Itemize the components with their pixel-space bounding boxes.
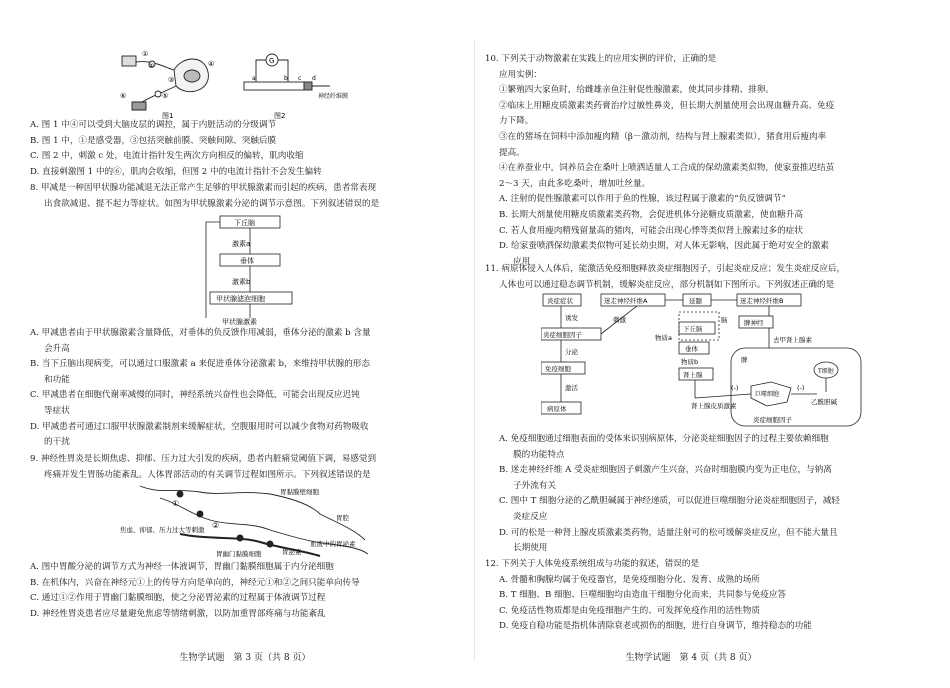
fig1-label-5: ⑤ (162, 92, 169, 100)
fig1-label-6: ⑥ (120, 92, 127, 100)
q11-stimulate: 刺激 (613, 316, 626, 324)
q10-example-2-cont: 力下降。 (499, 116, 534, 127)
q11-brainstem: 延髓 (689, 297, 702, 305)
q12-option-d[interactable]: D. 免疫自稳功能是指机体清除衰老或损伤的细胞，进行自身调节，维持稳态的功能 (499, 621, 812, 632)
fig1-label-1: ① (142, 50, 149, 58)
q8-option-a[interactable]: A. 甲减患者由于甲状腺激素含量降低，对垂体的负反馈作用减弱，垂体分泌的激素 b 含量 (30, 328, 371, 338)
q11-cytokine: 炎症细胞因子 (543, 331, 582, 339)
q7-option-d[interactable]: D. 直接刺激图 1 中的⑥，肌肉会收缩，但图 2 中的电流计指针不会发生偏转 (30, 166, 322, 177)
q10-option-b[interactable]: B. 长期大剂量使用糖皮质激素类药物，会促进机体分泌糖皮质激素，使血糖升高 (499, 209, 803, 220)
q11-diagram (541, 292, 891, 428)
q10-example-3-cont: 提高。 (499, 147, 525, 158)
q11-efferent-vagus: 迷走神经纤维B (740, 297, 784, 305)
q10-example-3: ③在的猪场在饲料中添加瘦肉精（β－激动剂，结构与肾上腺素类似），猪食用后瘦肉率 (499, 131, 827, 142)
q11-adrenal: 肾上腺 (683, 371, 703, 379)
q11-options (485, 432, 925, 557)
q8-stem-line-1: 8. 甲减是一种因甲状腺功能减退无法正常产生足够的甲状腺激素而引起的疾病，患者常表现 (30, 183, 377, 193)
q9-stimulus: 焦虑、抑郁、压力过大等刺激 (120, 526, 205, 534)
page-3-footer: 生物学试题 第 3 页（共 8 页） (179, 653, 311, 663)
q8-stem (30, 181, 460, 212)
q8-option-b-cont: 和功能 (44, 374, 70, 385)
q11-immune-cell: 免疫细胞 (545, 365, 571, 373)
q11-option-d[interactable]: D. 可的松是一种肾上腺皮质激素类药物，适量注射可的松可缓解炎症反应，但不能大量且 (499, 527, 838, 538)
q11-symptom: 炎症症状 (547, 297, 573, 305)
q7-option-a[interactable]: A. 图 1 中④可以受到大脑皮层的调控，属于内脏活动的分级调节 (30, 120, 277, 130)
fig1-label-2: ② (148, 62, 155, 70)
fig2-label-b: b (284, 75, 288, 82)
q9-node-2: ② (212, 521, 220, 530)
q12-stem: 12. 下列关于人体免疫系统组成与功能的叙述，错误的是 (485, 559, 700, 569)
fig2-caption: 图2 (274, 112, 286, 120)
q9-stem (30, 452, 460, 483)
page-4-footer: 生物学试题 第 4 页（共 8 页） (625, 653, 757, 663)
q11-stem-line-2: 人体也可以通过稳态调节机制，缓解炎症反应，部分机制如下图所示。下列叙述正确的是 (499, 279, 835, 290)
q9-option-a[interactable]: A. 图中胃酸分泌的调节方式为神经一体液调节，胃幽门黏膜细胞属于内分泌细胞 (30, 562, 334, 572)
fig2-label-d: d (312, 75, 316, 82)
q7-option-c[interactable]: C. 图 2 中，刺激 c 处，电流计指针发生两次方向相反的偏转，肌肉收缩 (30, 151, 304, 162)
q11-stem-line-1: 11. 病原体侵入人体后，能激活免疫细胞释放炎症细胞因子，引起炎症反应；发生炎症反应后， (485, 264, 846, 274)
q9-stomach: 胃腔 (336, 514, 349, 522)
q8-box-hypothalamus: 下丘脑 (234, 219, 255, 227)
q11-option-a-cont: 膜的功能特点 (513, 449, 565, 460)
q10-example-4-cont: 2～3 天，由此多吃桑叶，增加吐丝量。 (499, 178, 651, 189)
q11-hypothalamus: 下丘脑 (683, 325, 703, 333)
fig2-meter-label: G (269, 57, 275, 65)
q11-cortisol: 肾上腺皮质激素 (691, 402, 737, 410)
q8-thyroid-hormone: 甲状腺激素 (222, 318, 257, 326)
q11-substance-b: 物质b (681, 358, 699, 366)
fig2-label-c: c (298, 75, 302, 82)
q11-substance-a: 物质a (655, 334, 672, 342)
q8-options (30, 326, 460, 451)
q11-minus-1: (-) (731, 384, 739, 392)
q12-option-c[interactable]: C. 免疫活性物质都是由免疫细胞产生的、可发挥免疫作用的活性物质 (499, 605, 760, 616)
q10-option-d[interactable]: D. 给家蚕喷洒保幼激素类似物可延长幼虫期，对人体无影响，因此属于绝对安全的激素 (499, 241, 830, 252)
q11-t-cell: T细胞 (818, 368, 834, 375)
q10-option-d-cont: 应用 (513, 256, 531, 267)
q7-options (30, 118, 460, 180)
q11-stem (485, 262, 925, 293)
q8-hormone-b: 激素b (232, 278, 251, 286)
q11-induce: 诱发 (565, 314, 578, 322)
q10-option-a[interactable]: A. 注射的促性腺激素可以作用于鱼的性腺，该过程属于激素的“负反馈调节” (499, 194, 786, 205)
q9-option-d[interactable]: D. 神经性胃炎患者应尽量避免焦虑等情绪刺激，以防加重胃部疼痛与功能紊乱 (30, 608, 326, 619)
q11-acetylcholine: 乙酰胆碱 (811, 398, 837, 406)
q11-option-c[interactable]: C. 图中 T 细胞分泌的乙酰胆碱属于神经递质，可以促进巨噬细胞分泌炎症细胞因子，减轻 (499, 496, 840, 507)
fig1-label-3: ③ (168, 76, 175, 84)
q10-stem-line-1: 10. 下列关于动物激素在实践上的应用实例的评价，正确的是 (485, 54, 717, 64)
q9-stem-line-2: 疼痛并发生胃肠功能紊乱。人体胃部活动的有关调节过程如图所示。下列叙述错误的是 (44, 469, 371, 480)
q9-options (30, 560, 460, 622)
q9-option-c[interactable]: C. 通过①②作用于胃幽门黏膜细胞，使之分泌胃泌素的过程属于体液调节过程 (30, 593, 326, 604)
q10-example-4: ④在养蚕业中，饲养员会在桑叶上喷洒适量人工合成的保幼激素类似物，使家蚕推迟结茧 (499, 163, 835, 174)
q10-option-c[interactable]: C. 若人食用瘦肉精残留量高的猪肉，可能会出现心悸等类似肾上腺素过多的症状 (499, 225, 803, 236)
q11-secrete: 分泌 (565, 348, 578, 356)
q9-blood: 血液中的胃泌素 (310, 540, 356, 548)
q7-figures (112, 46, 372, 120)
q8-option-a-cont: 会升高 (44, 343, 70, 354)
q9-option-b[interactable]: B. 在机体内，兴奋在神经元①上的传导方向是单向的，神经元①和②之间只能单向传导 (30, 577, 360, 588)
fig1-label-4: ④ (208, 60, 215, 68)
q11-minus-2: (-) (797, 384, 805, 392)
q11-spleen: 脾 (741, 356, 748, 364)
q11-option-c-cont: 炎症反应 (513, 511, 548, 522)
q8-box-pituitary: 垂体 (240, 257, 254, 265)
q11-cytokine-2: 炎症细胞因子 (753, 416, 792, 424)
q9-node-1: ① (172, 499, 180, 508)
q9-diagram (120, 484, 370, 560)
q8-box-thyroid-cell: 甲状腺滤泡细胞 (216, 295, 265, 303)
fig1-caption: 图1 (162, 112, 174, 120)
fig1-reflex-arc (122, 56, 208, 110)
q11-afferent-vagus: 迷走神经纤维A (604, 297, 648, 305)
q10-block (485, 52, 925, 270)
fig2-muscle-label: 神经纤维膜 (318, 93, 349, 100)
q11-pathogen: 病原体 (547, 405, 567, 413)
q12-option-b[interactable]: B. T 细胞、B 细胞、巨噬细胞均由造血干细胞分化而来，共同参与免疫应答 (499, 590, 787, 601)
q9-gastric-cell: 胃黏膜壁细胞 (280, 488, 319, 496)
q7-option-b[interactable]: B. 图 1 中，①是感受器，③包括突触前膜、突触间隙、突触后膜 (30, 135, 277, 146)
q8-hormone-a: 激素a (232, 240, 251, 248)
q11-pituitary: 垂体 (685, 345, 698, 353)
q10-example-1: ①繁殖四大家鱼时，给雌雄亲鱼注射促性腺激素，使其同步排精、排卵。 (499, 85, 775, 96)
q10-stem-line-2: 应用实例： (499, 69, 542, 80)
q8-option-b[interactable]: B. 当下丘脑出现病变，可以通过口服激素 a 来促进垂体分泌激素 b，来维持甲状腺的形态 (30, 359, 370, 370)
q8-option-c[interactable]: C. 甲减患者在细胞代谢率减慢的同时，神经系统兴奋性也会降低，可能会出现反应迟钝 (30, 390, 360, 401)
q11-option-b[interactable]: B. 迷走神经纤维 A 受炎症细胞因子刺激产生兴奋，兴奋时细胞膜内变为正电位，与钠离 (499, 465, 832, 476)
q8-stem-line-2: 出食欲减退、提不起力等症状。如图为甲状腺激素分泌的调节示意图。下列叙述错误的是 (44, 198, 380, 209)
q12-option-a[interactable]: A. 骨髓和胸腺均属于免疫器官，是免疫细胞分化、发育、成熟的场所 (499, 574, 760, 585)
q9-gastrin: 胃泌素 (282, 548, 302, 556)
q8-diagram (200, 214, 310, 326)
fig2-galvanometer (244, 54, 330, 90)
q11-option-a[interactable]: A. 免疫细胞通过细胞表面的受体来识别病原体，分泌炎症细胞因子的过程主要依赖细胞 (499, 434, 829, 444)
q10-example-2: ②临床上用糖皮质激素类药膏治疗过敏性鼻炎，但长期大剂量使用会出现血糖升高、免疫 (499, 100, 835, 111)
q11-brain: 脑 (721, 316, 728, 324)
q11-norepinephrine: 去甲肾上腺素 (773, 336, 812, 344)
q8-option-d-cont: 的干扰 (44, 437, 70, 448)
q8-option-c-cont: 等症状 (44, 405, 70, 416)
q8-option-d[interactable]: D. 甲减患者可通过口服甲状腺激素制剂来缓解症状，空腹服用时可以减少食物对药物吸收 (30, 421, 369, 432)
q11-macrophage: 巨噬细胞 (755, 391, 780, 398)
q9-antrum-cell: 胃幽门黏膜细胞 (216, 550, 262, 558)
q12-block (485, 557, 925, 635)
q11-option-d-cont: 长期使用 (513, 543, 548, 554)
q11-activate: 激活 (565, 384, 578, 392)
q11-option-b-cont: 子外流有关 (513, 480, 556, 491)
q9-stem-line-1: 9. 神经性胃炎是长期焦虑、抑郁、压力过大引发的疾病，患者内脏痛觉阈值下调，易感觉到 (30, 454, 377, 464)
fig2-label-a: a (252, 75, 256, 82)
q11-spleen-nerve: 脾神经 (744, 319, 764, 327)
page-4 (475, 0, 950, 688)
